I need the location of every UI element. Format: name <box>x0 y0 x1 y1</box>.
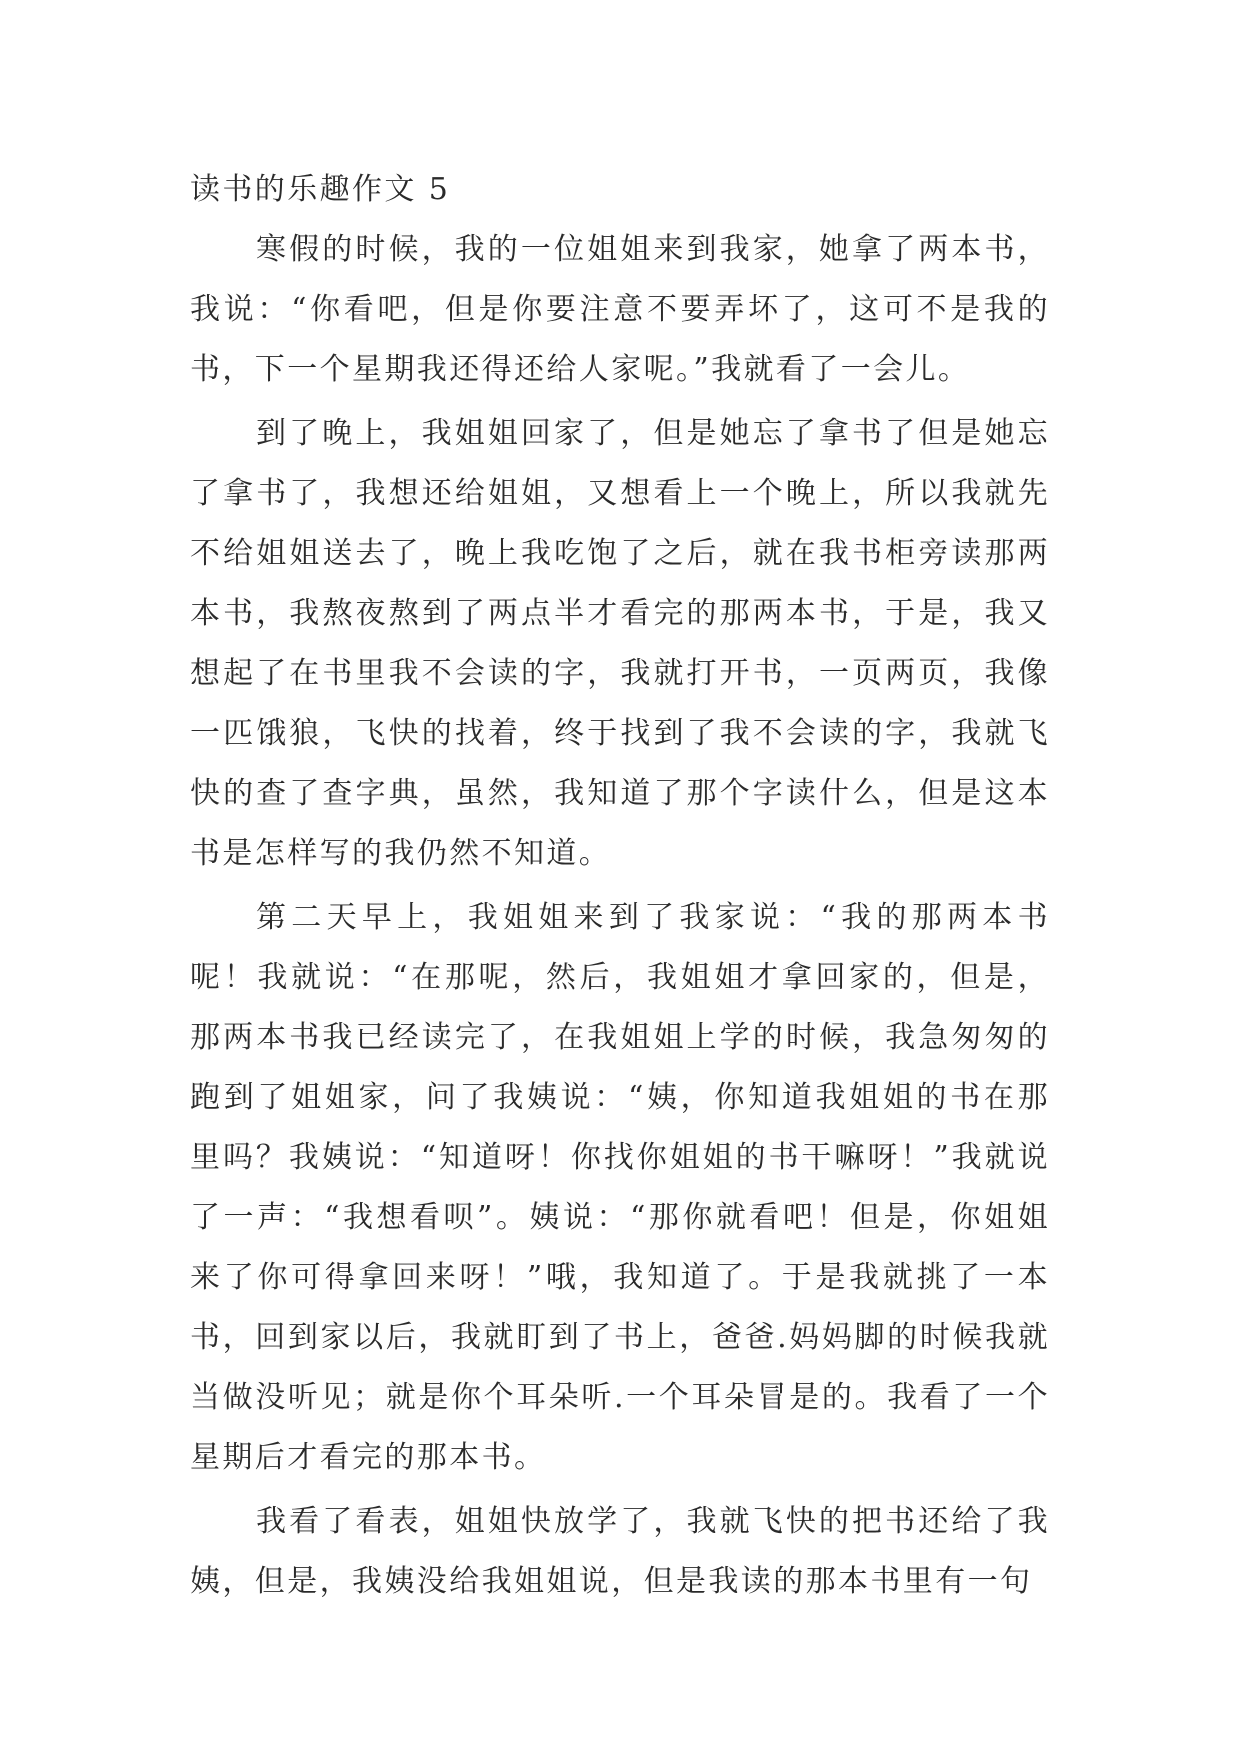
paragraph-4: 我看了看表，姐姐快放学了，我就飞快的把书还给了我姨，但是，我姨没给我姐姐说，但是我读的那本书里有一句 <box>190 1504 1050 1599</box>
paragraph-3: 第二天早上，我姐姐来到了我家说：“我的那两本书呢！我就说：“在那呢，然后，我姐姐才拿回家的，但是，那两本书我已经读完了，在我姐姐上学的时候，我急匆匆的跑到了姐姐家，问了我姨说：“姨，你知道我姐姐的书在那里吗？我姨说：“知道呀！你找你姐姐的书干嘛呀！”我就说了一声：“我想看呗”。姨说：“那你就看吧！但是，你姐姐来了你可得拿回来呀！”哦，我知道了。于是我就挑了一本书，回到家以后，我就盯到了书上，爸爸.妈妈脚的时候我就当做没听见；就是你个耳朵听.一个耳朵冒是的。我看了一个星期后才看完的那本书。 <box>190 900 1050 1475</box>
paragraph-1: 寒假的时候，我的一位姐姐来到我家，她拿了两本书，我说：“你看吧，但是你要注意不要弄坏了，这可不是我的书，下一个星期我还得还给人家呢。”我就看了一会儿。 <box>190 232 1050 387</box>
document-title: 读书的乐趣作文 5 <box>190 172 451 207</box>
paragraph-2: 到了晚上，我姐姐回家了，但是她忘了拿书了但是她忘了拿书了，我想还给姐姐，又想看上一个晚上，所以我就先不给姐姐送去了，晚上我吃饱了之后，就在我书柜旁读那两本书，我熬夜熬到了两点半才看完的那两本书，于是，我又想起了在书里我不会读的字，我就打开书，一页两页，我像一匹饿狼，飞快的找着，终于找到了我不会读的字，我就飞快的查了查字典，虽然，我知道了那个字读什么，但是这本书是怎样写的我仍然不知道。 <box>190 416 1050 871</box>
document-body <box>190 160 1050 1616</box>
